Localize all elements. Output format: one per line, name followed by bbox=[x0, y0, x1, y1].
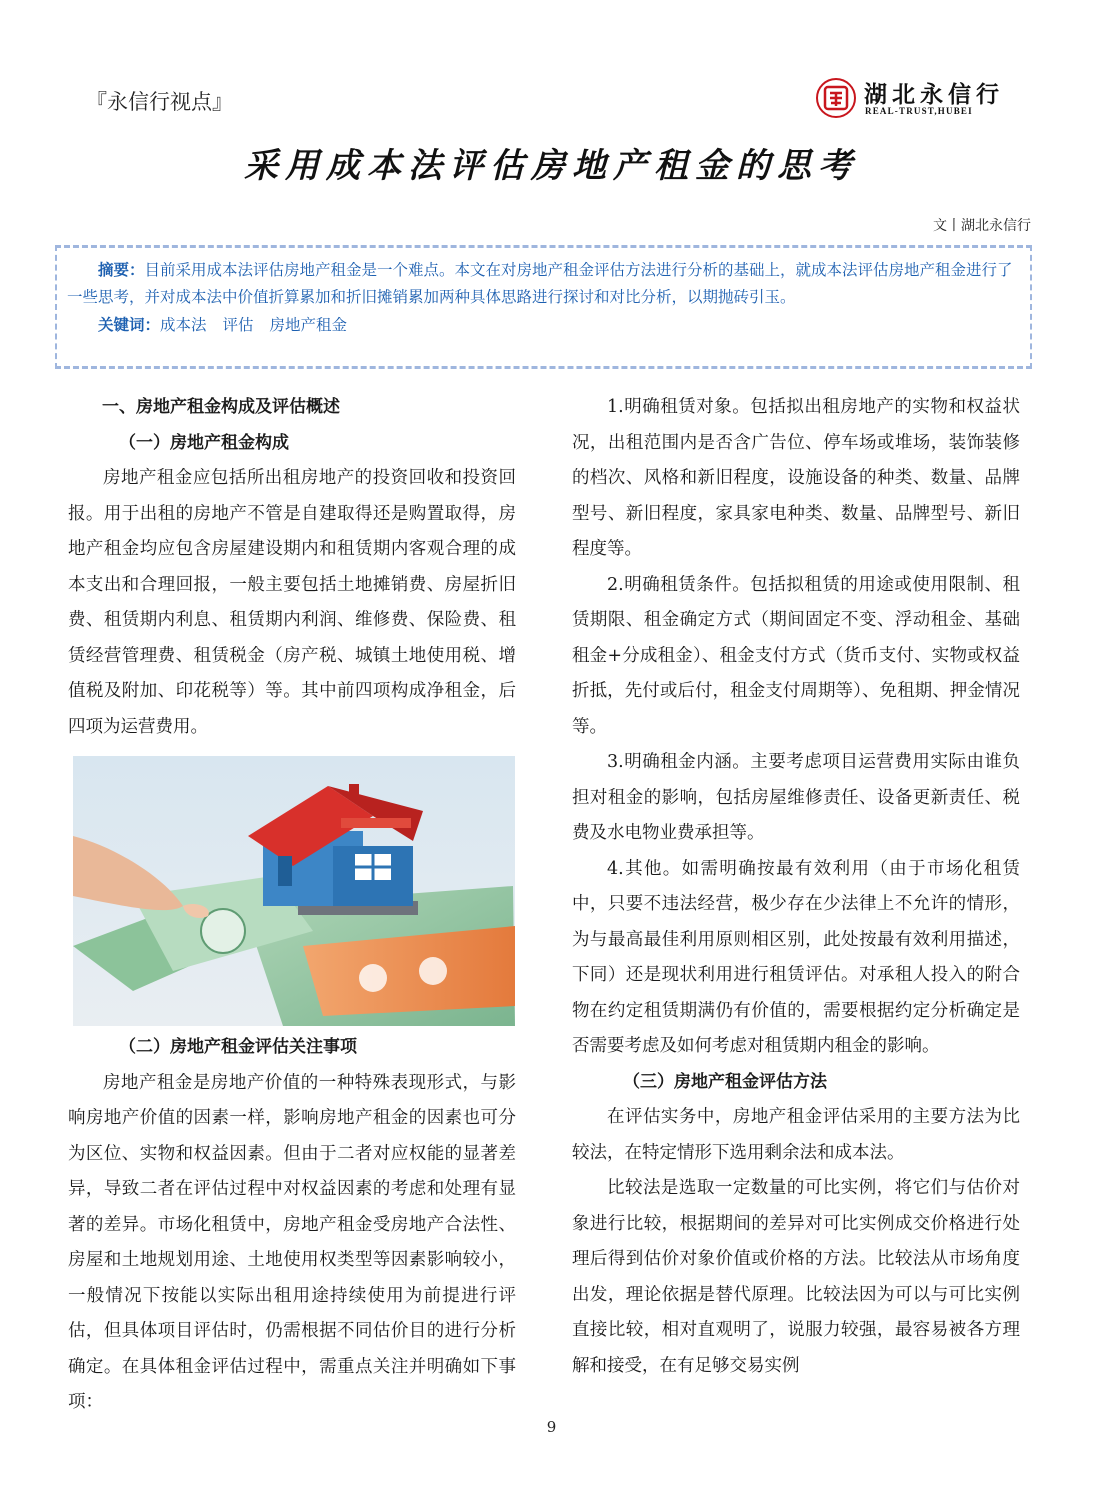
subsection-heading: （一）房地产租金构成 bbox=[119, 432, 289, 453]
list-item: 2.明确租赁条件。包括拟租赁的用途或使用限制、租赁期限、租金确定方式（期间固定不变、浮动租金、基础租金+分成租金）、租金支付方式（货币支付、实物或权益折抵，先付或后付，租金支付周期等）、免租期、押金情况等。 bbox=[572, 574, 1020, 737]
body-paragraph: 在评估实务中，房地产租金评估采用的主要方法为比较法，在特定情形下选用剩余法和成本法。 bbox=[572, 1107, 1020, 1163]
keywords-line bbox=[67, 311, 1020, 339]
subsection-heading: （三）房地产租金评估方法 bbox=[623, 1071, 827, 1092]
keywords-label: 关键词： bbox=[98, 315, 161, 334]
page-number: 9 bbox=[546, 1418, 557, 1436]
keyword: 评估 bbox=[222, 316, 254, 334]
body-paragraph: 房地产租金应包括所出租房地产的投资回收和投资回报。用于出租的房地产不管是自建取得还是购置取得，房地产租金均应包含房屋建设期内和租赁期内客观合理的成本支出和合理回报，一般主要包括土地摊销费、房屋折旧费、租赁期内利息、租赁期内利润、维修费、保险费、租赁经营管理费、租赁税金（房产税、城镇土地使用税、增值税及附加、印花税等）等。其中前四项构成净租金，后四项为运营费用。 bbox=[68, 468, 516, 737]
body-paragraph: 房地产租金是房地产价值的一种特殊表现形式，与影响房地产价值的因素一样，影响房地产租金的因素也可分为区位、实物和权益因素。但由于二者对应权能的显著差异，导致二者在评估过程中对权益因素的考虑和处理有显著的差异。市场化租赁中，房地产租金受房地产合法性、房屋和土地规划用途、土地使用权类型等因素影响较小，一般情况下按能以实际出租用途持续使用为前提进行评估，但具体项目评估时，仍需根据不同估价目的进行分析确定。在具体租金评估过程中，需重点关注并明确如下事项： bbox=[68, 1072, 516, 1412]
left-column-bottom bbox=[68, 1030, 516, 1421]
keyword: 房地产租金 bbox=[269, 316, 348, 334]
logo-english-name: REAL-TRUST,HUBEI bbox=[865, 106, 973, 116]
right-column bbox=[572, 390, 1020, 1384]
logo-chinese-name: 湖北永信行 bbox=[864, 82, 1004, 108]
article-title: 采用成本法评估房地产租金的思考 bbox=[244, 146, 859, 186]
house-money-photo bbox=[73, 756, 515, 1026]
body-paragraph: 比较法是选取一定数量的可比实例，将它们与估价对象进行比较，根据期间的差异对可比实例成交价格进行处理后得到估价对象价值或价格的方法。比较法从市场角度出发，理论依据是替代原理。比较法因为可以与可比实例直接比较，相对直观明了，说服力较强，最容易被各方理解和接受，在有足够交易实例 bbox=[572, 1178, 1020, 1376]
left-column-top bbox=[68, 390, 516, 745]
abstract-text: 目前采用成本法评估房地产租金是一个难点。本文在对房地产租金评估方法进行分析的基础上，就成本法评估房地产租金进行了一些思考，并对成本法中价值折算累加和折旧摊销累加两种具体思路进行探讨和对比分析，以期抛砖引玉。 bbox=[67, 261, 1013, 306]
list-item: 4.其他。如需明确按最有效利用（由于市场化租赁中，只要不违法经营，极少存在少法律上不允许的情形，为与最高最佳利用原则相区别，此处按最有效利用描述，下同）还是现状利用进行租赁评估。对承租人投入的附合物在约定租赁期满仍有价值的，需要根据约定分析确定是否需要考虑及如何考虑对租赁期内租金的影响。 bbox=[572, 858, 1020, 1056]
abstract-paragraph bbox=[67, 256, 1020, 311]
section-heading: 一、房地产租金构成及评估概述 bbox=[102, 397, 340, 417]
abstract-label: 摘要： bbox=[98, 260, 145, 279]
keyword: 成本法 bbox=[160, 316, 207, 334]
company-logo bbox=[816, 78, 1016, 122]
subsection-heading: （二）房地产租金评估关注事项 bbox=[119, 1037, 357, 1057]
section-label: 『永信行视点』 bbox=[86, 90, 233, 114]
logo-seal-icon bbox=[816, 78, 856, 118]
list-item: 1.明确租赁对象。包括拟出租房地产的实物和权益状况，出租范围内是否含广告位、停车场或堆场，装饰装修的档次、风格和新旧程度，设施设备的种类、数量、品牌型号、新旧程度，家具家电种类、数量、品牌型号、新旧程度等。 bbox=[572, 397, 1020, 559]
byline: 文丨湖北永信行 bbox=[933, 218, 1031, 234]
list-item: 3.明确租金内涵。主要考虑项目运营费用实际由谁负担对租金的影响，包括房屋维修责任、设备更新责任、税费及水电物业费承担等。 bbox=[572, 752, 1020, 843]
abstract-box bbox=[55, 245, 1032, 369]
